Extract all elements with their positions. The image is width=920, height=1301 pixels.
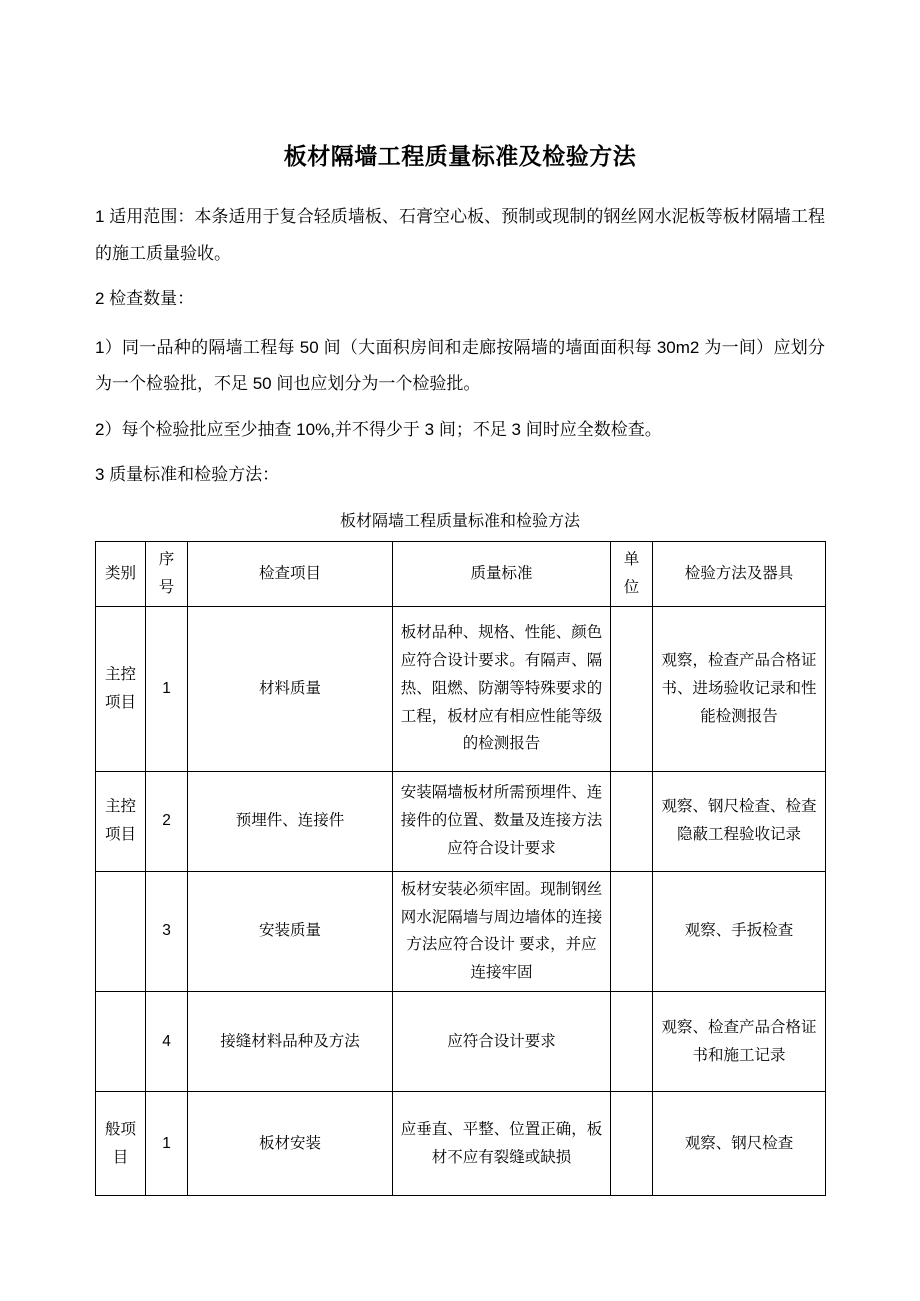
paragraph-check-quantity-item2: 2）每个检验批应至少抽查 10%,并不得少于 3 间；不足 3 间时应全数检查。 — [95, 419, 662, 439]
cell-check-item: 材料质量 — [188, 606, 393, 771]
cell-method: 观察、检查产品合格证书和施工记录 — [653, 992, 826, 1092]
cell-method: 观察、手扳检查 — [653, 871, 826, 992]
cell-quality-standard: 板材安装必须牢固。现制钢丝网水泥隔墙与周边墙体的连接方法应符合设计 要求，并应连接牢固 — [393, 871, 611, 992]
header-method: 检验方法及器具 — [653, 541, 826, 606]
paragraph-scope: 1 适用范围：本条适用于复合轻质墙板、石膏空心板、预制或现制的钢丝网水泥板等板材隔墙工程的施工质量验收。 — [95, 207, 825, 263]
cell-unit — [611, 1092, 653, 1196]
table-row — [96, 871, 826, 992]
cell-method: 观察，检查产品合格证书、进场验收记录和性能检测报告 — [653, 606, 826, 771]
cell-serial: 1 — [146, 1092, 188, 1196]
cell-category — [96, 871, 146, 992]
table-row — [96, 992, 826, 1092]
header-category: 类别 — [96, 541, 146, 606]
paragraph-check-quantity-heading: 2 检查数量： — [95, 289, 195, 309]
cell-check-item: 接缝材料品种及方法 — [188, 992, 393, 1092]
cell-check-item: 板材安装 — [188, 1092, 393, 1196]
cell-serial: 2 — [146, 771, 188, 871]
cell-category — [96, 992, 146, 1092]
paragraph-standard-heading: 3 质量标准和检验方法： — [95, 465, 280, 485]
cell-quality-standard: 应垂直、平整、位置正确，板材不应有裂缝或缺损 — [393, 1092, 611, 1196]
cell-category: 主控项目 — [96, 771, 146, 871]
header-check-item: 检查项目 — [188, 541, 393, 606]
cell-category: 主控项目 — [96, 606, 146, 771]
header-serial: 序号 — [146, 541, 188, 606]
cell-quality-standard: 安装隔墙板材所需预埋件、连接件的位置、数量及连接方法应符合设计要求 — [393, 771, 611, 871]
cell-unit — [611, 871, 653, 992]
quality-standard-table — [95, 541, 826, 1196]
cell-unit — [611, 992, 653, 1092]
cell-unit — [611, 606, 653, 771]
cell-check-item: 安装质量 — [188, 871, 393, 992]
table-row — [96, 1092, 826, 1196]
cell-quality-standard: 板材品种、规格、性能、颜色应符合设计要求。有隔声、隔热、阻燃、防潮等特殊要求的工程，板材应有相应性能等级的检测报告 — [393, 606, 611, 771]
cell-serial: 1 — [146, 606, 188, 771]
paragraph-check-quantity-item1: 1）同一品种的隔墙工程每 50 间（大面积房间和走廊按隔墙的墙面面积每 30m2 为一间）应划分为一个检验批，不足 50 间也应划分为一个检验批。 — [95, 337, 825, 394]
table-caption: 板材隔墙工程质量标准和检验方法 — [339, 512, 580, 530]
cell-serial: 4 — [146, 992, 188, 1092]
page-title: 板材隔墙工程质量标准及检验方法 — [283, 143, 637, 169]
cell-method: 观察、钢尺检查 — [653, 1092, 826, 1196]
cell-serial: 3 — [146, 871, 188, 992]
header-unit: 单位 — [611, 541, 653, 606]
table-row — [96, 771, 826, 871]
header-quality-standard: 质量标准 — [393, 541, 611, 606]
table-header-row — [96, 541, 826, 606]
cell-check-item: 预埋件、连接件 — [188, 771, 393, 871]
cell-unit — [611, 771, 653, 871]
cell-quality-standard: 应符合设计要求 — [393, 992, 611, 1092]
cell-category: 般项目 — [96, 1092, 146, 1196]
cell-method: 观察、钢尺检查、检查隐蔽工程验收记录 — [653, 771, 826, 871]
table-row — [96, 606, 826, 771]
